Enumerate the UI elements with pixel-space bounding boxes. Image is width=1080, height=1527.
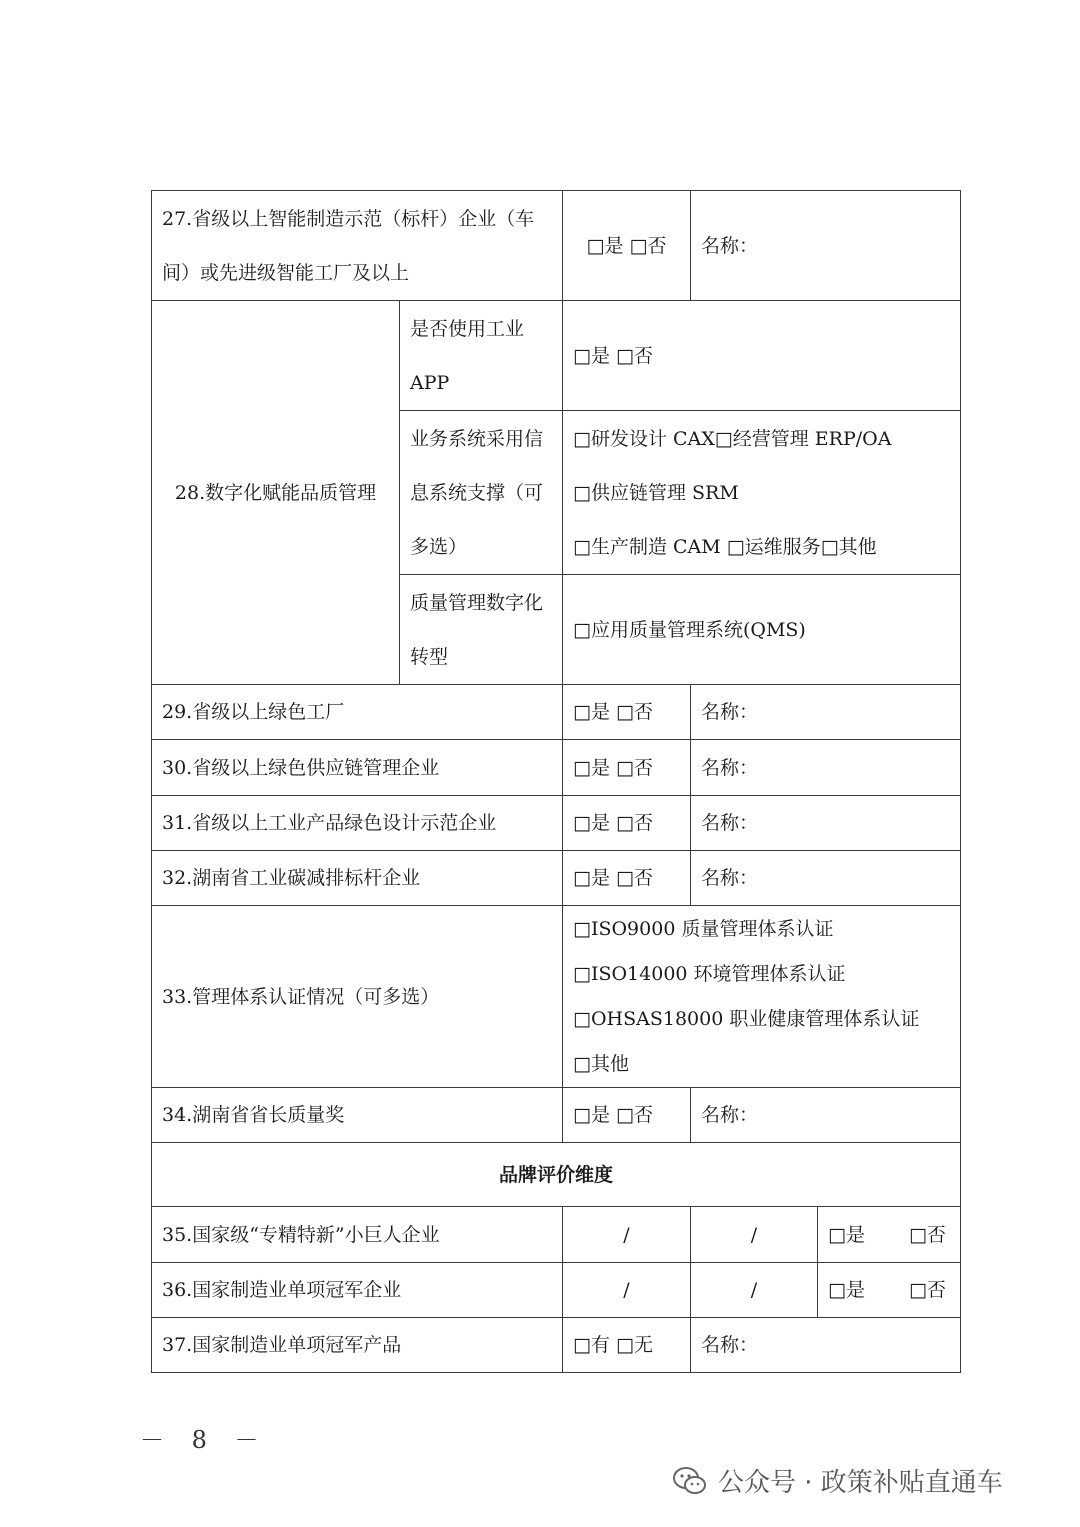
page-number: － 8 －	[140, 1426, 269, 1454]
row-36-yes[interactable]: □是	[828, 1279, 865, 1301]
row-28-sub2-label: 业务系统采用信 息系统支撑（可 多选）	[400, 411, 563, 575]
row-37-label: 37.国家制造业单项冠军产品	[152, 1318, 563, 1373]
table-row	[152, 1263, 961, 1318]
table-row	[152, 685, 961, 740]
row-28-sub3-option[interactable]: □应用质量管理系统(QMS)	[563, 575, 961, 685]
row-30-label: 30.省级以上绿色供应链管理企业	[152, 740, 563, 796]
row-35-slash-2: /	[691, 1207, 818, 1263]
wechat-icon	[672, 1466, 708, 1496]
row-35-no[interactable]: □否	[908, 1223, 946, 1246]
footer-text: 公众号 · 政策补贴直通车	[718, 1468, 1003, 1498]
row-31-label: 31.省级以上工业产品绿色设计示范企业	[152, 796, 563, 851]
table-row	[152, 191, 961, 301]
row-36-label: 36.国家制造业单项冠军企业	[152, 1263, 563, 1318]
table-row	[152, 1207, 961, 1263]
table-row	[152, 740, 961, 796]
row-29-name[interactable]: 名称：	[691, 685, 961, 740]
row-34-name[interactable]: 名称：	[691, 1088, 961, 1143]
row-31-answer[interactable]: □是 □否	[563, 796, 691, 851]
row-37-name[interactable]: 名称：	[691, 1318, 961, 1373]
row-36-slash-1: /	[563, 1263, 691, 1318]
table-row	[152, 1318, 961, 1373]
row-28-sub1-label: 是否使用工业 APP	[400, 301, 563, 411]
row-34-label: 34.湖南省省长质量奖	[152, 1088, 563, 1143]
row-36-slash-2: /	[691, 1263, 818, 1318]
row-28-sub1-answer[interactable]: □是 □否	[563, 301, 961, 411]
form-table	[151, 190, 961, 301]
row-36-answer[interactable]	[818, 1263, 961, 1318]
footer-watermark	[672, 1462, 1003, 1499]
row-27-name[interactable]: 名称：	[691, 191, 961, 301]
row-28-label-cell: 28.数字化赋能品质管理	[152, 301, 400, 685]
row-30-name[interactable]: 名称：	[691, 740, 961, 796]
section-title: 品牌评价维度	[152, 1143, 961, 1207]
row-28-sub3-label: 质量管理数字化 转型	[400, 575, 563, 685]
row-35-slash-1: /	[563, 1207, 691, 1263]
table-row	[152, 1143, 961, 1207]
row-28-sub2-options[interactable]: □研发设计 CAX□经营管理 ERP/OA □供应链管理 SRM □生产制造 CAM □运维服务□其他	[563, 411, 961, 575]
row-35-yes[interactable]: □是	[828, 1223, 865, 1246]
row-27-answer[interactable]: □是 □否	[563, 191, 691, 301]
table-row	[152, 301, 961, 411]
row-34-answer[interactable]: □是 □否	[563, 1088, 691, 1143]
row-35-label: 35.国家级“专精特新”小巨人企业	[152, 1207, 563, 1263]
row-30-answer[interactable]: □是 □否	[563, 740, 691, 796]
row-27-label: 27.省级以上智能制造示范（标杆）企业（车 间）或先进级智能工厂及以上	[152, 191, 563, 301]
table-row	[152, 906, 961, 1088]
rows-29-37-table	[151, 684, 961, 1207]
row-28-table	[151, 300, 961, 685]
row-33-label: 33.管理体系认证情况（可多选）	[152, 906, 563, 1088]
row-35-answer[interactable]	[818, 1207, 961, 1263]
table-row	[152, 796, 961, 851]
table-row	[152, 1088, 961, 1143]
row-33-options[interactable]: □ISO9000 质量管理体系认证 □ISO14000 环境管理体系认证 □OHSAS18000 职业健康管理体系认证 □其他	[563, 906, 961, 1088]
row-36-no[interactable]: □否	[908, 1279, 946, 1301]
row-32-answer[interactable]: □是 □否	[563, 851, 691, 906]
row-37-answer[interactable]: □有 □无	[563, 1318, 691, 1373]
row-29-answer[interactable]: □是 □否	[563, 685, 691, 740]
row-32-name[interactable]: 名称：	[691, 851, 961, 906]
table-row	[152, 851, 961, 906]
row-31-name[interactable]: 名称：	[691, 796, 961, 851]
row-32-label: 32.湖南省工业碳减排标杆企业	[152, 851, 563, 906]
row-29-label: 29.省级以上绿色工厂	[152, 685, 563, 740]
rows-35-37-table	[151, 1206, 961, 1373]
